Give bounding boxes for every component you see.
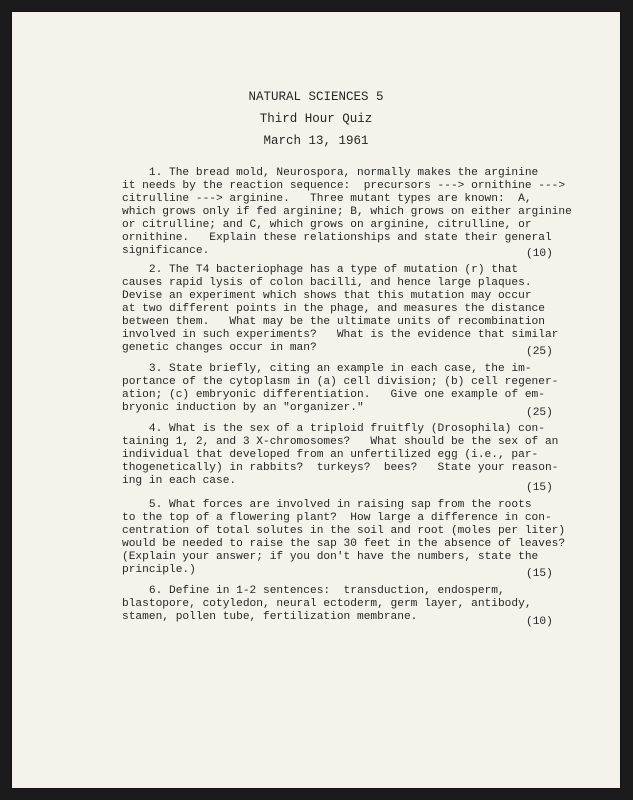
question-line: would be needed to raise the sap 30 feet in the absence of leaves? xyxy=(122,538,566,550)
quiz-title: Third Hour Quiz xyxy=(259,112,373,126)
question-line: centration of total solutes in the soil and root (moles per liter) xyxy=(122,525,566,537)
question-2-points: (25) xyxy=(526,346,553,358)
question-line: at two different points in the phage, and measures the distance xyxy=(122,303,545,315)
question-line: or citrulline; and C, which grows on arginine, citrulline, or xyxy=(122,219,532,231)
question-line: portance of the cytoplasm in (a) cell division; (b) cell regener- xyxy=(122,376,559,388)
question-line: citrulline ---> arginine. Three mutant types are known: A, xyxy=(122,193,532,205)
question-line: significance. xyxy=(122,245,210,257)
course-title: NATURAL SCIENCES 5 xyxy=(248,90,384,104)
question-3-points: (25) xyxy=(526,407,553,419)
question-line: causes rapid lysis of colon bacilli, and hence large plaques. xyxy=(122,277,532,289)
question-line: 4. What is the sex of a triploid fruitfly (Drosophila) con- xyxy=(122,423,545,435)
question-line: Devise an experiment which shows that this mutation may occur xyxy=(122,290,532,302)
question-5-points: (15) xyxy=(526,568,553,580)
question-line: ing in each case. xyxy=(122,475,237,487)
question-line: ornithine. Explain these relationships and state their general xyxy=(122,232,552,244)
question-line: thogenetically) in rabbits? turkeys? bees? State your reason- xyxy=(122,462,559,474)
question-line: involved in such experiments? What is the evidence that similar xyxy=(122,329,559,341)
question-4-points: (15) xyxy=(526,482,553,494)
question-line: bryonic induction by an "organizer." xyxy=(122,402,364,414)
paper-sheet xyxy=(12,12,620,788)
question-line: (Explain your answer; if you don't have the numbers, state the xyxy=(122,551,539,563)
question-line: stamen, pollen tube, fertilization membrane. xyxy=(122,611,418,623)
question-line: 1. The bread mold, Neurospora, normally makes the arginine xyxy=(122,167,539,179)
question-1 xyxy=(122,167,572,258)
question-line: genetic changes occur in man? xyxy=(122,342,317,354)
question-line: ation; (c) embryonic differentiation. Give one example of em- xyxy=(122,389,545,401)
question-6-points: (10) xyxy=(526,616,553,628)
question-5 xyxy=(122,499,566,577)
question-1-points: (10) xyxy=(526,248,553,260)
question-line: it needs by the reaction sequence: precursors ---> ornithine ---> xyxy=(122,180,566,192)
question-line: taining 1, 2, and 3 X-chromosomes? What should be the sex of an xyxy=(122,436,559,448)
question-line: which grows only if fed arginine; B, which grows on either arginine xyxy=(122,206,572,218)
question-line: between them. What may be the ultimate units of recombination xyxy=(122,316,545,328)
question-line: 2. The T4 bacteriophage has a type of mutation (r) that xyxy=(122,264,519,276)
quiz-date: March 13, 1961 xyxy=(263,134,369,148)
question-line: 6. Define in 1-2 sentences: transduction, endosperm, xyxy=(122,585,505,597)
question-line: 3. State briefly, citing an example in each case, the im- xyxy=(122,363,532,375)
question-line: individual that developed from an unfertilized egg (i.e., par- xyxy=(122,449,539,461)
question-2 xyxy=(122,264,562,355)
question-line: blastopore, cotyledon, neural ectoderm, germ layer, antibody, xyxy=(122,598,532,610)
question-line: principle.) xyxy=(122,564,196,576)
document-page xyxy=(12,12,620,788)
question-4 xyxy=(122,423,562,488)
question-3 xyxy=(122,363,562,415)
question-line: to the top of a flowering plant? How large a difference in con- xyxy=(122,512,552,524)
question-line: 5. What forces are involved in raising sap from the roots xyxy=(122,499,532,511)
question-6 xyxy=(122,585,562,624)
